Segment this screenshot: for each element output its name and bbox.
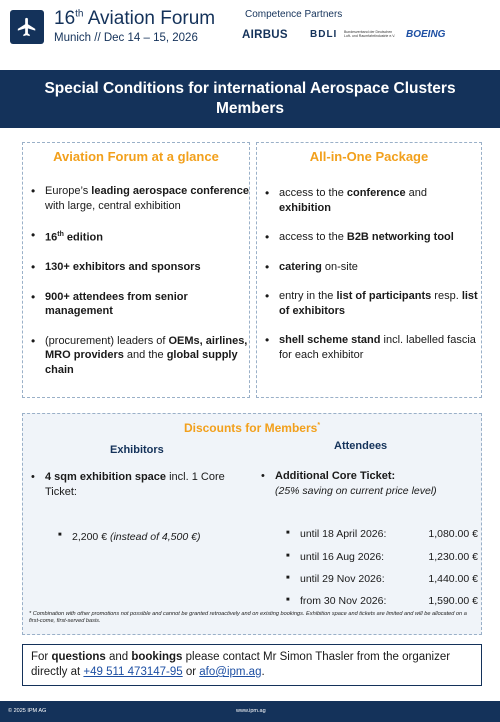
forum-date: Munich // Dec 14 – 15, 2026	[54, 32, 198, 44]
list-item: • access to the conference and exhibition	[257, 186, 481, 215]
header	[0, 0, 500, 62]
title-banner	[0, 70, 500, 128]
bdli-subtitle: Bundesverband der Deutschen Luft- und Raumfahrtindustrie e.V.	[344, 30, 396, 38]
airbus-logo: AIRBUS	[242, 29, 288, 41]
price-row: ■ until 29 Nov 2026: 1,440.00 €	[286, 573, 478, 585]
list-item: • (procurement) leaders of OEMs, airlines, MRO providers and the global supply chain	[23, 334, 249, 378]
footer	[0, 701, 500, 722]
exhibitors-heading: Exhibitors	[110, 444, 164, 456]
website-link[interactable]: www.ipm.ag	[236, 708, 266, 714]
glance-list	[23, 184, 249, 377]
discounts-title: Discounts for Members*	[183, 421, 321, 435]
price-row: ■ until 18 April 2026: 1,080.00 €	[286, 528, 478, 540]
discounts-box	[22, 413, 482, 635]
package-list	[257, 186, 481, 362]
list-item: • Europe’s leading aerospace conference with large, central exhibition	[23, 184, 249, 213]
contact-box: For questions and bookings please contact Mr Simon Thasler from the organizer directly at +49 511 473147-95 or afo@ipm.ag.	[22, 644, 482, 686]
glance-title: Aviation Forum at a glance	[53, 149, 219, 164]
list-item: • shell scheme stand incl. labelled fascia for each exhibitor	[257, 333, 481, 362]
list-item: • 900+ attendees from senior management	[23, 290, 249, 319]
glance-box	[22, 142, 250, 398]
exhibitor-offer: • 4 sqm exhibition space incl. 1 Core Ticket:	[31, 470, 231, 500]
list-item: • 16th edition	[23, 228, 249, 245]
package-title: All-in-One Package	[309, 149, 429, 164]
attendee-offer: • Additional Core Ticket: (25% saving on current price level)	[261, 469, 481, 498]
package-box	[256, 142, 482, 398]
price-row: ■ from 30 Nov 2026: 1,590.00 €	[286, 595, 478, 607]
attendees-heading: Attendees	[334, 440, 388, 452]
exhibitor-price: ■ 2,200 € (instead of 4,500 €)	[58, 531, 200, 543]
bdli-logo: BDLI	[310, 29, 338, 40]
banner-line-2: Members	[215, 100, 285, 117]
list-item: • catering on-site	[257, 260, 481, 275]
list-item: • 130+ exhibitors and sponsors	[23, 260, 249, 275]
copyright: © 2025 IPM AG	[8, 708, 47, 714]
forum-title: 16th Aviation Forum	[54, 8, 216, 29]
phone-link[interactable]: +49 511 473147-95	[83, 666, 183, 678]
banner-line-1: Special Conditions for international Aerospace Clusters	[44, 80, 456, 97]
list-item: • access to the B2B networking tool	[257, 230, 481, 245]
discount-footnote: * Combination with other promotions not possible and cannot be granted retroactively and on existing bookings. Exhibition space and tickets are limited and will be allocated on a first-come, first-served basis.	[29, 611, 467, 624]
price-row: ■ until 16 Aug 2026: 1,230.00 €	[286, 551, 478, 563]
boeing-logo: BOEING	[406, 29, 446, 40]
partners-label: Competence Partners	[245, 9, 343, 20]
list-item: • entry in the list of participants resp. list of exhibitors	[257, 289, 481, 318]
email-link[interactable]: afo@ipm.ag	[199, 666, 262, 678]
airplane-logo-icon	[10, 10, 44, 44]
